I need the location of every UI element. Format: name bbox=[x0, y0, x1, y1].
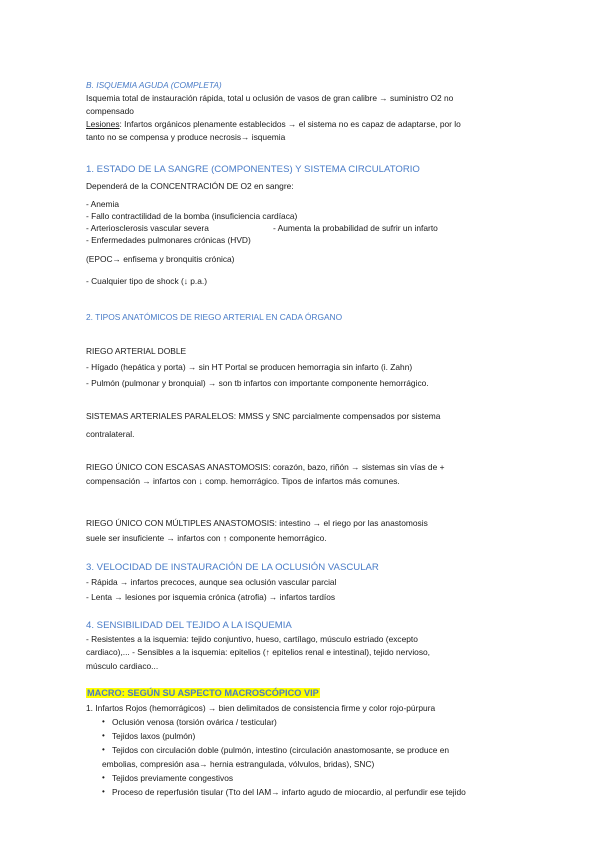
paralelos-line: contralateral. bbox=[86, 429, 135, 439]
bullet-item: Oclusión venosa (torsión ovárica / testicular) bbox=[112, 717, 277, 727]
bullet-icon: • bbox=[102, 787, 105, 796]
aside-note: - Aumenta la probabilidad de sufrir un infarto bbox=[273, 223, 438, 233]
shock-item: - Cualquier tipo de shock (↓ p.a.) bbox=[86, 276, 208, 286]
section-b-title: B. ISQUEMIA AGUDA (COMPLETA) bbox=[86, 80, 222, 90]
bullet-item: Proceso de reperfusión tisular (Tto del IAM→ infarto agudo de miocardio, al perfundir ese tejido bbox=[112, 787, 466, 797]
section-b-text-line: compensado bbox=[86, 106, 134, 116]
riego-doble-title: RIEGO ARTERIAL DOBLE bbox=[86, 346, 187, 356]
section-4-line: músculo cardiaco... bbox=[86, 661, 159, 671]
section-1-title: 1. ESTADO DE LA SANGRE (COMPONENTES) Y SISTEMA CIRCULATORIO bbox=[86, 164, 420, 175]
bullet-item: Tejidos laxos (pulmón) bbox=[112, 731, 196, 741]
unico-multiples-line: suele ser insuficiente → infartos con ↑ componente hemorrágico. bbox=[86, 533, 327, 543]
section-4-line: - Resistentes a la isquemia: tejido conjuntivo, hueso, cartílago, músculo estriado (excepto bbox=[86, 634, 418, 644]
bullet-icon: • bbox=[102, 773, 105, 782]
list-item: - Lenta → lesiones por isquemia crónica (atrofia) → infartos tardíos bbox=[86, 592, 336, 602]
list-item: - Rápida → infartos precoces, aunque sea oclusión vascular parcial bbox=[86, 577, 337, 587]
lesiones-line bbox=[86, 119, 461, 130]
section-2-title: 2. TIPOS ANATÓMICOS DE RIEGO ARTERIAL EN CADA ÓRGANO bbox=[86, 312, 343, 322]
lesiones-text: : Infartos orgánicos plenamente establecidos → el sistema no es capaz de adaptarse, por lo bbox=[119, 119, 461, 129]
lesiones-label: Lesiones bbox=[86, 119, 120, 129]
list-item: - Pulmón (pulmonar y bronquial) → son tb infartos con importante componente hemorrágico. bbox=[86, 378, 429, 388]
unico-escasas-line: RIEGO ÚNICO CON ESCASAS ANASTOMOSIS: corazón, bazo, riñón → sistemas sin vías de + bbox=[86, 462, 445, 472]
bullet-item: Tejidos con circulación doble (pulmón, intestino (circulación anastomosante, se produce en bbox=[112, 745, 450, 755]
section-1-intro: Dependerá de la CONCENTRACIÓN DE O2 en sangre: bbox=[86, 181, 294, 191]
bullet-icon: • bbox=[102, 717, 105, 726]
bullet-icon: • bbox=[102, 745, 105, 754]
section-4-line: cardiaco),... - Sensibles a la isquemia: epitelios (↑ epitelios renal e intestinal), tejido nervioso, bbox=[86, 647, 431, 657]
macro-title: MACRO: SEGÚN SU ASPECTO MACROSCÓPICO VIP bbox=[87, 688, 319, 698]
bullet-item-continuation: embolias, compresión asa→ hernia estrangulada, vólvulos, bridas), SNC) bbox=[102, 759, 375, 769]
section-b-text-line: Isquemia total de instauración rápida, total u oclusión de vasos de gran calibre → suministro O2 no bbox=[86, 93, 454, 103]
unico-escasas-line: compensación → infartos con ↓ comp. hemorrágico. Tipos de infartos más comunes. bbox=[86, 476, 400, 486]
list-item: - Enfermedades pulmonares crónicas (HVD) bbox=[86, 235, 251, 245]
macro-title-wrap bbox=[86, 688, 320, 699]
list-item: - Arteriosclerosis vascular severa bbox=[86, 223, 209, 233]
list-item: - Anemia bbox=[86, 199, 120, 209]
bullet-item: Tejidos previamente congestivos bbox=[112, 773, 234, 783]
section-4-title: 4. SENSIBILIDAD DEL TEJIDO A LA ISQUEMIA bbox=[86, 620, 292, 631]
list-item: - Fallo contractilidad de la bomba (insuficiencia cardíaca) bbox=[86, 211, 298, 221]
epoc-note: (EPOC→ enfisema y bronquitis crónica) bbox=[86, 254, 235, 264]
list-item: - Hígado (hepática y porta) → sin HT Portal se producen hemorragia sin infarto (i. Zahn) bbox=[86, 362, 413, 372]
paralelos-line: SISTEMAS ARTERIALES PARALELOS: MMSS y SNC parcialmente compensados por sistema bbox=[86, 411, 441, 421]
unico-multiples-line: RIEGO ÚNICO CON MÚLTIPLES ANASTOMOSIS: intestino → el riego por las anastomosis bbox=[86, 518, 428, 528]
macro-item-1: 1. Infartos Rojos (hemorrágicos) → bien delimitados de consistencia firme y color rojo-púrpura bbox=[86, 703, 436, 713]
bullet-icon: • bbox=[102, 731, 105, 740]
section-3-title: 3. VELOCIDAD DE INSTAURACIÓN DE LA OCLUSIÓN VASCULAR bbox=[86, 562, 379, 573]
lesiones-text-line: tanto no se compensa y produce necrosis→ isquemia bbox=[86, 132, 286, 142]
